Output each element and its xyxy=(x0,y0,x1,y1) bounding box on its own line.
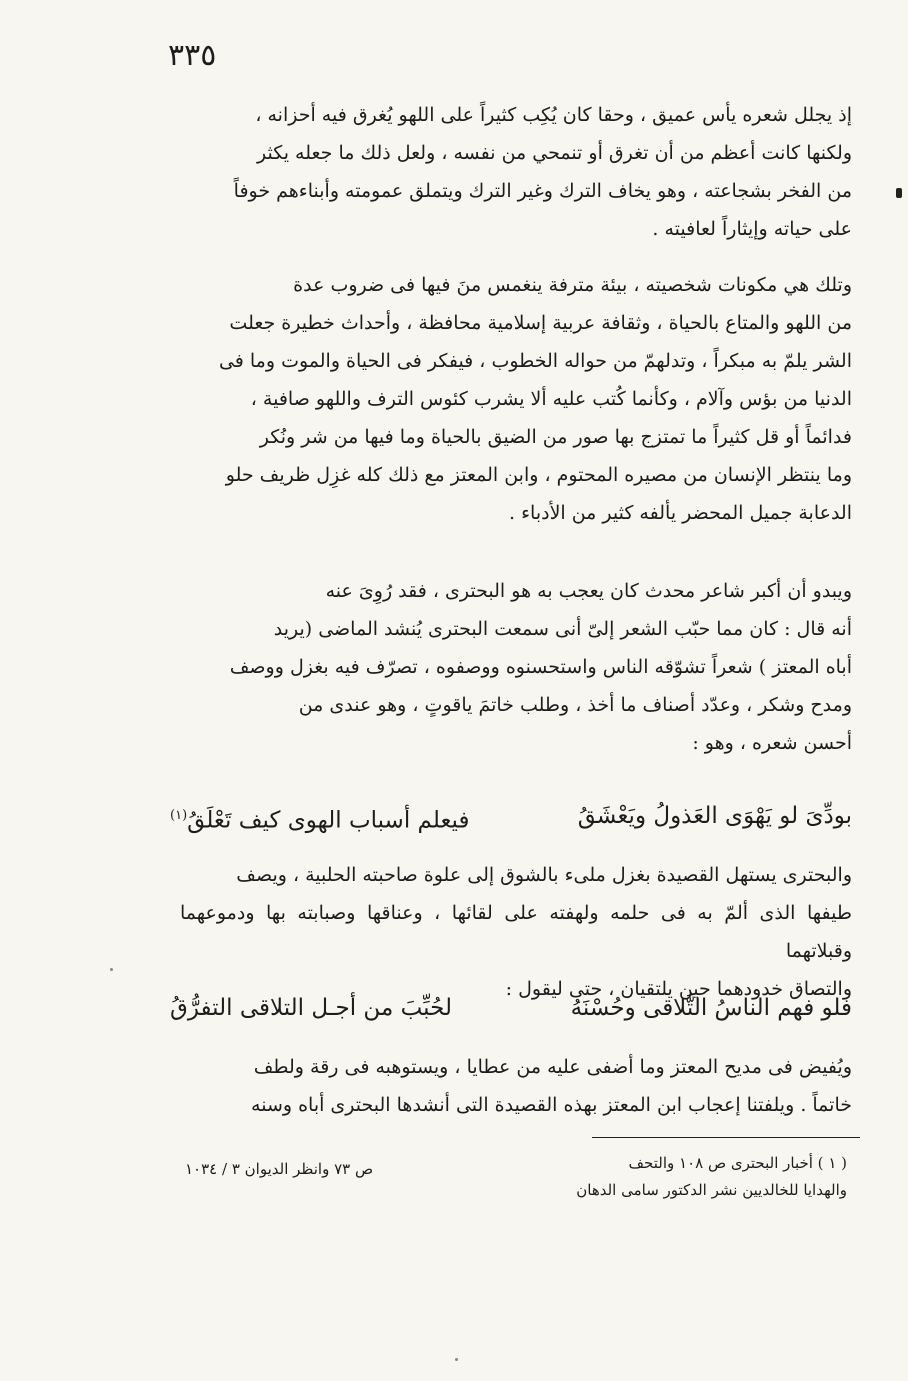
verse-hemistich-second: لحُبِّبَ من أجـل التلاقى التفرُّقُ xyxy=(170,995,452,1021)
scan-speck xyxy=(110,968,113,971)
paragraph-1 xyxy=(180,96,852,248)
verse-hemistich-first: فلو فهم الناسُ التَّلاقى وحُسْنَهُ xyxy=(570,995,852,1021)
text-line: الشر يلمّ به مبكراً ، وتدلهمّ من حواله الخطوب ، فيفكر فى الحياة والموت وما فى xyxy=(218,350,852,372)
footnote-line: والهدايا للخالديين نشر الدكتور سامى الدهان xyxy=(576,1181,847,1199)
poem-verse-1 xyxy=(170,796,852,841)
text-line: والبحترى يستهل القصيدة بغزل ملىء بالشوق إلى علوة صاحبته الحلبية ، ويصف xyxy=(236,864,852,886)
text-line: إذ يجلل شعره يأس عميق ، وحقا كان يُكِب كثيراً على اللهو يُغرق فيه أحزانه ، xyxy=(255,104,852,126)
footnote-divider xyxy=(592,1137,860,1138)
paragraph-2 xyxy=(180,266,852,532)
footnote-reference: (١) xyxy=(170,808,188,823)
text-line: من اللهو والمتاع بالحياة ، وثقافة عربية إسلامية محافظة ، وأحداث خطيرة جعلت xyxy=(229,312,852,334)
text-line: على حياته وإيثاراً لعافيته . xyxy=(652,218,852,240)
text-line: أحسن شعره ، وهو : xyxy=(692,732,852,754)
text-line: الدعابة جميل المحضر يألفه كثير من الأدباء . xyxy=(509,502,852,524)
page-number: ٣٣٥ xyxy=(168,38,217,73)
scan-speck xyxy=(455,1358,458,1361)
paragraph-3 xyxy=(180,572,852,762)
footnote-line: ( ١ ) أخبار البحترى ص ١٠٨ والتحف xyxy=(628,1154,847,1172)
text-line: طيفها الذى ألمّ به فى حلمه ولهفته على لقائها ، وعناقها وصبابته بها ودموعهما وقبلاتهما xyxy=(180,902,852,962)
verse-hemistich-first: بودِّىَ لو يَهْوَى العَذولُ ويَعْشَقُ xyxy=(577,803,852,829)
text-line: الدنيا من بؤس وآلام ، وكأنما كُتب عليه ألا يشرب كئوس الترف واللهو صافية ، xyxy=(250,388,852,410)
verse-hemistich-second-text: فيعلم أسباب الهوى كيف تَعْلَقُ xyxy=(187,807,470,834)
text-line: ويُفيض فى مديح المعتز وما أضفى عليه من عطايا ، ويستوهبه فى رقة ولطف xyxy=(253,1056,852,1078)
text-line: والتصاق خدودهما حين يلتقيان ، حتى ليقول : xyxy=(505,978,852,1000)
margin-mark xyxy=(896,188,902,198)
text-line: ومدح وشكر ، وعدّد أصناف ما أخذ ، وطلب خاتمَ ياقوتٍ ، وهو عندى من xyxy=(298,694,852,716)
footnote-line-continuation: ص ٧٣ وانظر الديوان ٣ / ١٠٣٤ xyxy=(185,1160,374,1178)
paragraph-4 xyxy=(180,856,852,1008)
paragraph-5 xyxy=(180,1048,852,1124)
text-line: خاتماً . ويلفتنا إعجاب ابن المعتز بهذه القصيدة التى أنشدها البحترى أباه وسنه xyxy=(251,1094,852,1116)
text-line: وما ينتظر الإنسان من مصيره المحتوم ، وابن المعتز مع ذلك كله غزِل ظريف حلو xyxy=(225,464,852,486)
text-line: وتلك هي مكونات شخصيته ، بيئة مترفة ينغمس منَ فيها فى ضروب عدة xyxy=(293,274,852,296)
poem-verse-2 xyxy=(170,988,852,1028)
text-line: أنه قال : كان مما حبّب الشعر إلىّ أنى سمعت البحترى يُنشد الماضى (يريد xyxy=(273,618,852,640)
footnote-1 xyxy=(517,1150,847,1204)
verse-hemistich-second xyxy=(170,796,469,841)
text-line: فدائماً أو قل كثيراً ما تمتزج بها صور من الضيق بالحياة وما فيها من شر ونُكر xyxy=(259,426,852,448)
text-line: ولكنها كانت أعظم من أن تغرق أو تنمحي من نفسه ، ولعل ذلك ما جعله يكثر xyxy=(256,142,852,164)
text-line: ويبدو أن أكبر شاعر محدث كان يعجب به هو البحترى ، فقد رُوِىَ عنه xyxy=(325,580,852,602)
text-line: أباه المعتز ) شعراً تشوّقه الناس واستحسنوه ووصفوه ، تصرّف فيه بغزل ووصف xyxy=(229,656,852,678)
text-line: من الفخر بشجاعته ، وهو يخاف الترك وغير الترك ويتملق عمومته وأبناءهم خوفاً xyxy=(233,180,852,202)
